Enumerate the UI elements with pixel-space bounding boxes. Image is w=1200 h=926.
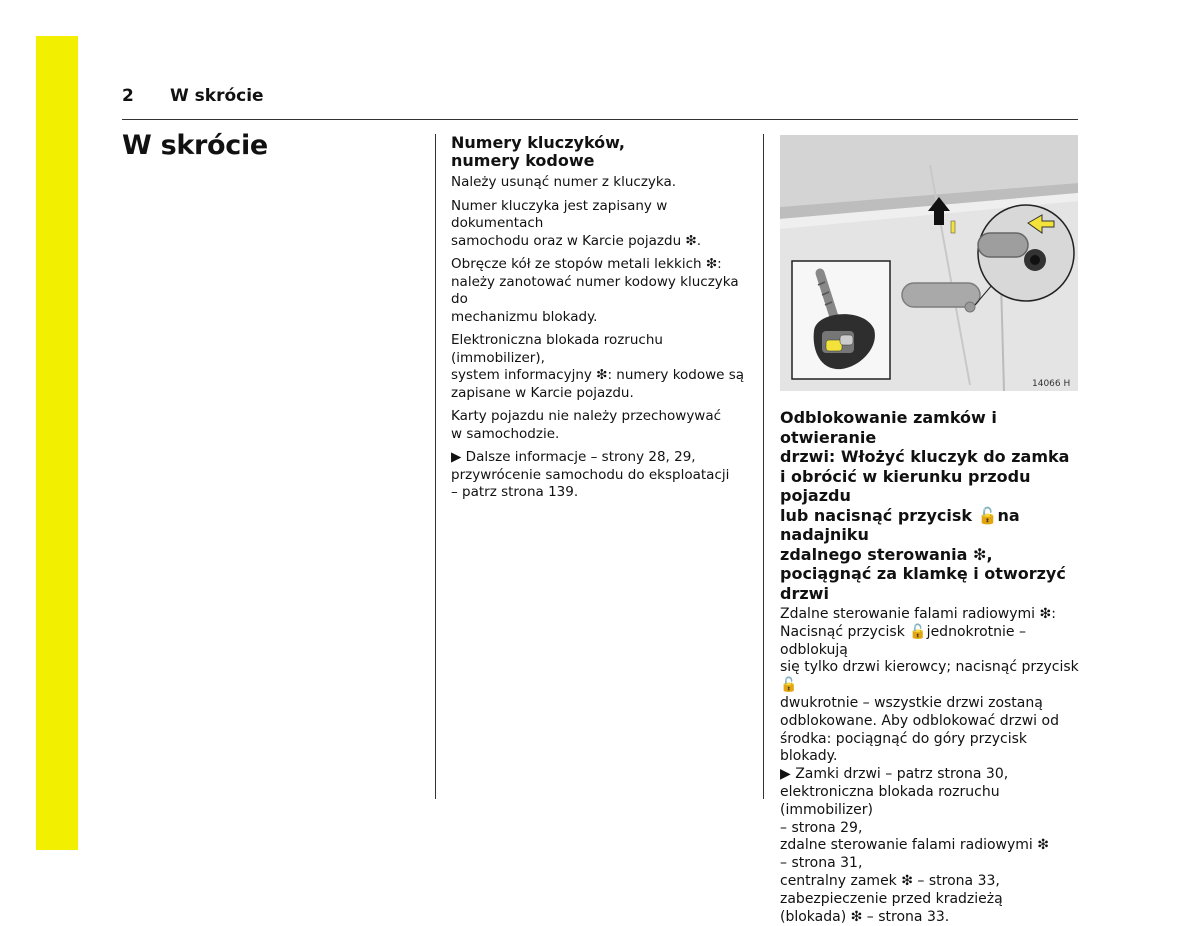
running-header-section: W skrócie: [170, 86, 264, 106]
page-title: W skrócie: [122, 130, 268, 161]
unlocking-body: Zdalne sterowanie falami radiowymi ❇: Nacisnąć przycisk 🔓jednokrotnie – odblokują się tylko drzwi kierowcy; nacisnąć przycisk 🔓 dwukrotnie – wszystkie drzwi zostaną odblokowane. Aby odblokować drzwi od środka: pociągnąć do góry przycisk blokady. ▶ Zamki drzwi – patrz strona 30, elektroniczna blokada rozruchu (immobilizer) – strona 29, zdalne sterowanie falami radiowymi ❇ – strona 31, centralny zamek ❇ – strona 33, zabezpieczenie przed kradzieżą (blokada) ❇ – strona 33.: [780, 606, 1079, 925]
page-number: 2: [122, 86, 134, 106]
paragraph: Karty pojazdu nie należy przechowywać w samochodzie.: [451, 408, 722, 442]
key-numbers-column: [451, 134, 756, 508]
running-header: [122, 86, 264, 106]
paragraph: Należy usunąć numer z kluczyka.: [451, 174, 677, 190]
paragraph: Elektroniczna blokada rozruchu (immobilizer), system informacyjny ❇: numery kodowe są zapisane w Karcie pojazdu.: [451, 332, 745, 401]
yellow-side-strip: [36, 36, 78, 850]
figure-code: 14066 H: [1032, 379, 1071, 389]
header-rule: [122, 119, 1078, 120]
unlocking-column: [780, 408, 1080, 926]
paragraph: Obręcze kół ze stopów metali lekkich ❇: należy zanotować numer kodowy kluczyka do mechanizmu blokady.: [451, 256, 739, 325]
paragraph: Numer kluczyka jest zapisany w dokumentach samochodu oraz w Karcie pojazdu ❇.: [451, 197, 702, 249]
unlocking-heading: Odblokowanie zamków i otwieranie drzwi: Włożyć kluczyk do zamka i obrócić w kierunku przodu pojazdu lub nacisnąć przycisk 🔓na nadajniku zdalnego sterowania ❇, pociągnąć za klamkę i otworzyć drzwi: [780, 408, 1070, 603]
key-numbers-heading: Numery kluczyków, numery kodowe: [451, 133, 625, 170]
door-lock-illustration: [780, 135, 1078, 391]
cross-reference-paragraph: ▶ Dalsze informacje – strony 28, 29, przywrócenie samochodu do eksploatacji – patrz strona 139.: [451, 449, 730, 500]
column-divider-left: [435, 134, 436, 799]
column-divider-right: [763, 134, 764, 799]
